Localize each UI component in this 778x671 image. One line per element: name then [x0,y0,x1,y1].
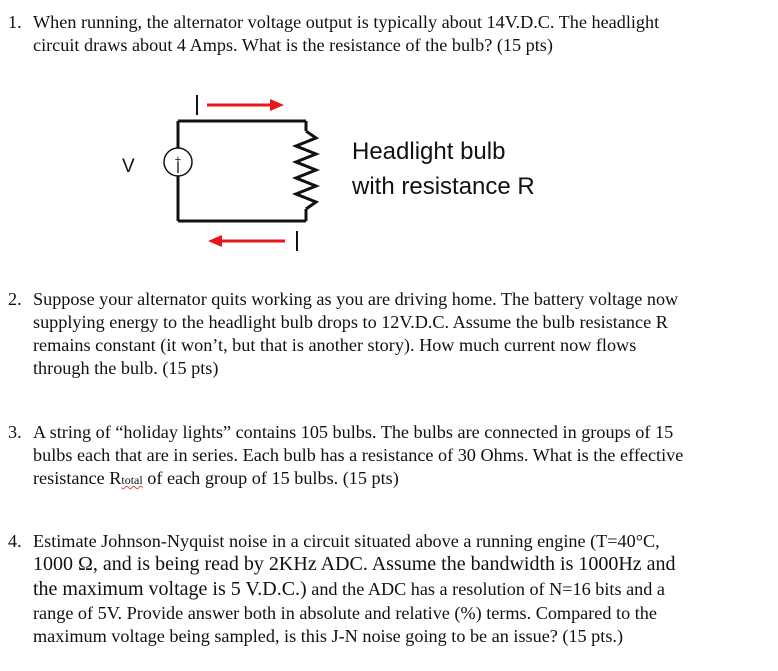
bulb-label-line-2: with resistance R [352,173,535,200]
bulb-label-line-1: Headlight bulb [352,138,506,165]
circuit-wires [178,121,316,221]
question-text-large: the maximum voltage is 5 V.D.C.) [33,578,307,600]
question-number: 3. [8,422,22,442]
resistance-prefix: resistance R [33,468,122,488]
plus-sign: + [174,154,182,166]
question-text-line: Estimate Johnson-Nyquist noise in a circuit situated above a running engine (T=40°C, [33,531,660,551]
question-text-line: maximum voltage being sampled, is this J-N noise going to be an issue? (15 pts.) [33,626,624,646]
question-text-line-mixed [33,578,665,601]
question-text-line: A string of “holiday lights” contains 105 bulbs. The bulbs are connected in groups of 15 [33,422,674,442]
question-text-line: through the bulb. (15 pts) [33,358,219,378]
resistance-suffix: of each group of 15 bulbs. (15 pts) [142,468,399,488]
arrow-left-icon [208,235,222,247]
question-text-line: When running, the alternator voltage output is typically about 14V.D.C. The headlight [33,12,660,32]
arrow-right-icon [270,99,284,111]
question-text-line: circuit draws about 4 Amps. What is the resistance of the bulb? (15 pts) [33,35,553,55]
question-text-line: supplying energy to the headlight bulb drops to 12V.D.C. Assume the bulb resistance R [33,312,668,332]
circuit-schematic [110,85,350,265]
resistor-zigzag [296,131,316,209]
question-text-line: Suppose your alternator quits working as you are driving home. The battery voltage now [33,289,679,309]
resistance-subscript: total [121,473,143,487]
question-text-normal: and the ADC has a resolution of N=16 bits and a [306,579,665,599]
question-text-line: bulbs each that are in series. Each bulb has a resistance of 30 Ohms. What is the effective [33,445,684,465]
question-number: 2. [8,289,22,309]
question-text-line: remains constant (it won’t, but that is another story). How much current now flows [33,335,637,355]
question-number: 1. [8,12,22,32]
voltage-label: V [122,156,135,177]
question-number: 4. [8,531,22,551]
question-text-line: range of 5V. Provide answer both in absolute and relative (%) terms. Compared to the [33,603,657,623]
question-text-line-3 [33,467,399,492]
question-text-line: 1000 Ω, and is being read by 2KHz ADC. Assume the bandwidth is 1000Hz and [33,553,676,575]
